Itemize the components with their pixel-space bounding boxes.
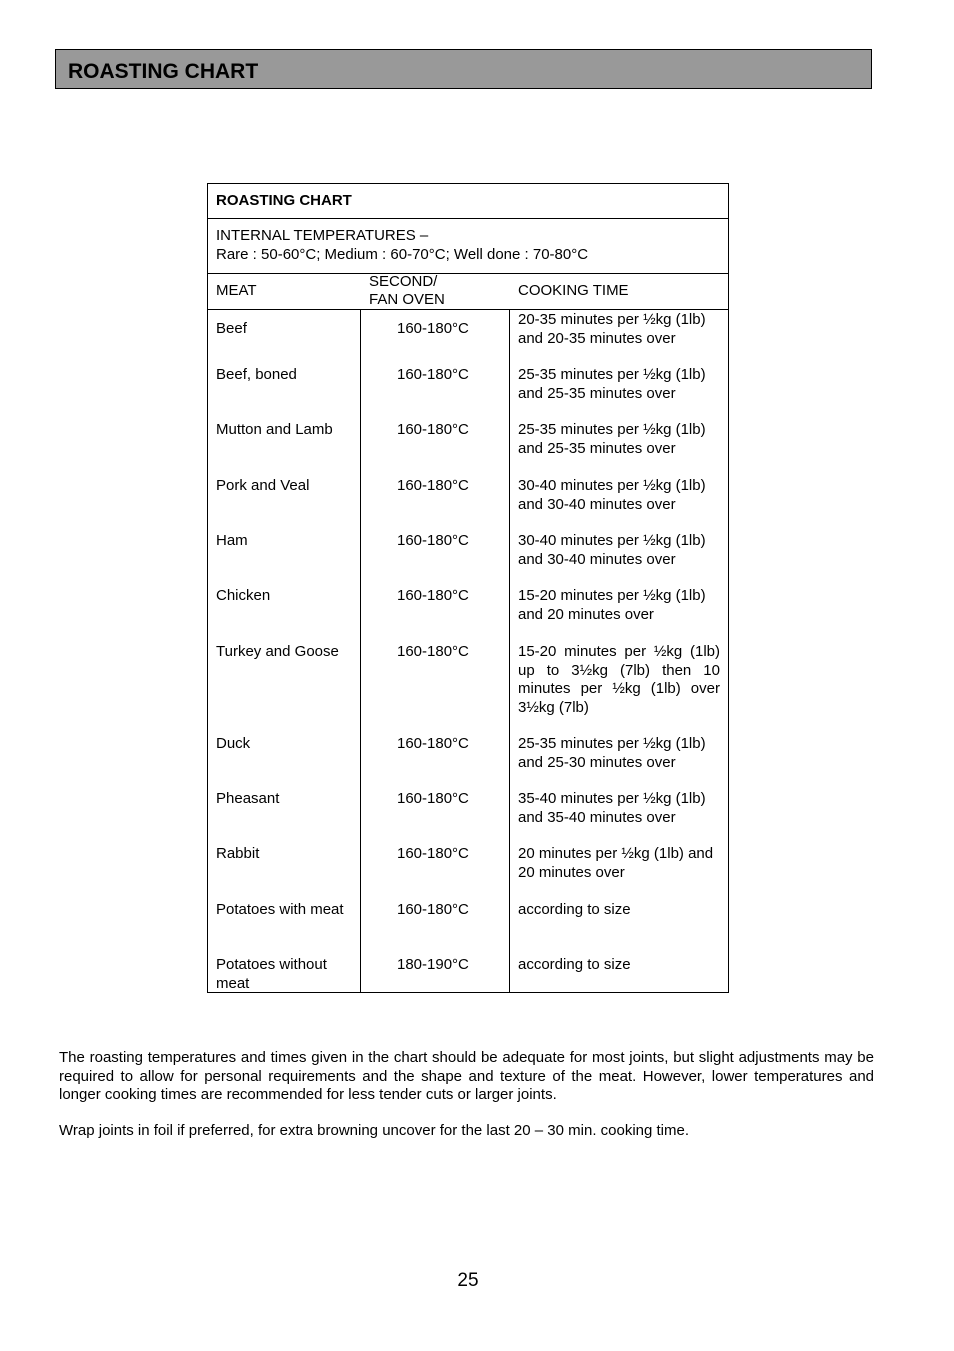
table-row-time: 15-20 minutes per ½kg (1lb) up to 3½kg (7lb) then 10 minutes per ½kg (1lb) over 3½kg (7lb) bbox=[518, 643, 720, 716]
notes-paragraph: Wrap joints in foil if preferred, for extra browning uncover for the last 20 – 30 min. cooking time. bbox=[59, 1122, 690, 1139]
table-row-temp: 160-180°C bbox=[397, 790, 469, 807]
table-row-meat: Ham bbox=[216, 532, 248, 549]
page-header-bar bbox=[55, 49, 872, 89]
table-row-meat: Beef, boned bbox=[216, 366, 297, 383]
internal-temps-heading: INTERNAL TEMPERATURES – bbox=[216, 227, 429, 244]
table-row-time: 35-40 minutes per ½kg (1lb) and 35-40 minutes over bbox=[518, 790, 706, 826]
table-row-temp: 160-180°C bbox=[397, 366, 469, 383]
table-row-meat: Turkey and Goose bbox=[216, 643, 339, 660]
column-header-oven-line2: FAN OVEN bbox=[369, 291, 445, 308]
column-rule bbox=[360, 310, 361, 992]
table-row-temp: 160-180°C bbox=[397, 735, 469, 752]
table-row-time: according to size bbox=[518, 901, 631, 918]
table-row-temp: 160-180°C bbox=[397, 320, 469, 337]
table-title: ROASTING CHART bbox=[216, 192, 352, 209]
roasting-chart-table bbox=[207, 183, 729, 993]
column-rule bbox=[509, 310, 510, 992]
table-row-temp: 160-180°C bbox=[397, 845, 469, 862]
table-row-time: 25-35 minutes per ½kg (1lb) and 25-30 minutes over bbox=[518, 735, 706, 771]
table-row-temp: 160-180°C bbox=[397, 477, 469, 494]
table-row-meat: Rabbit bbox=[216, 845, 260, 862]
table-row-temp: 160-180°C bbox=[397, 532, 469, 549]
table-row-meat: Pork and Veal bbox=[216, 477, 310, 494]
table-row-time: 30-40 minutes per ½kg (1lb) and 30-40 minutes over bbox=[518, 477, 706, 513]
page-number: 25 bbox=[457, 1270, 479, 1291]
table-row-meat: Duck bbox=[216, 735, 251, 752]
table-row-time: according to size bbox=[518, 956, 631, 973]
table-row-time: 25-35 minutes per ½kg (1lb) and 25-35 minutes over bbox=[518, 366, 706, 402]
table-row-meat: Chicken bbox=[216, 587, 271, 604]
table-row-time: 20 minutes per ½kg (1lb) and 20 minutes over bbox=[518, 845, 714, 881]
table-rule bbox=[208, 309, 728, 310]
table-row-meat: Pheasant bbox=[216, 790, 280, 807]
table-row-time: 25-35 minutes per ½kg (1lb) and 25-35 minutes over bbox=[518, 421, 706, 457]
table-row-meat: Potatoes with meat bbox=[216, 901, 344, 918]
table-row-meat: Potatoes without meat bbox=[216, 956, 327, 992]
page-title: ROASTING CHART bbox=[68, 60, 259, 83]
table-row-temp: 160-180°C bbox=[397, 901, 469, 918]
table-row-meat: Beef bbox=[216, 320, 247, 337]
table-rule bbox=[208, 218, 728, 219]
table-rule bbox=[208, 273, 728, 274]
column-header-cooking-time: COOKING TIME bbox=[518, 282, 629, 299]
internal-temps-values: Rare : 50-60°C; Medium : 60-70°C; Well done : 70-80°C bbox=[216, 246, 589, 263]
table-row-time: 20-35 minutes per ½kg (1lb) and 20-35 minutes over bbox=[518, 311, 706, 347]
table-row-temp: 160-180°C bbox=[397, 421, 469, 438]
table-row-time: 30-40 minutes per ½kg (1lb) and 30-40 minutes over bbox=[518, 532, 706, 568]
table-row-meat: Mutton and Lamb bbox=[216, 421, 333, 438]
table-row-temp: 160-180°C bbox=[397, 587, 469, 604]
table-row-temp: 160-180°C bbox=[397, 643, 469, 660]
table-row-temp: 180-190°C bbox=[397, 956, 469, 973]
column-header-meat: MEAT bbox=[216, 282, 257, 299]
table-row-time: 15-20 minutes per ½kg (1lb) and 20 minutes over bbox=[518, 587, 706, 623]
notes-paragraph: The roasting temperatures and times given in the chart should be adequate for most joints, but slight adjustments may be required to allow for personal requirements and the shape and texture of the meat. However, lower temperatures and longer cooking times are recommended for less tender cuts or larger joints. bbox=[59, 1049, 874, 1103]
column-header-oven-line1: SECOND/ bbox=[369, 273, 438, 290]
